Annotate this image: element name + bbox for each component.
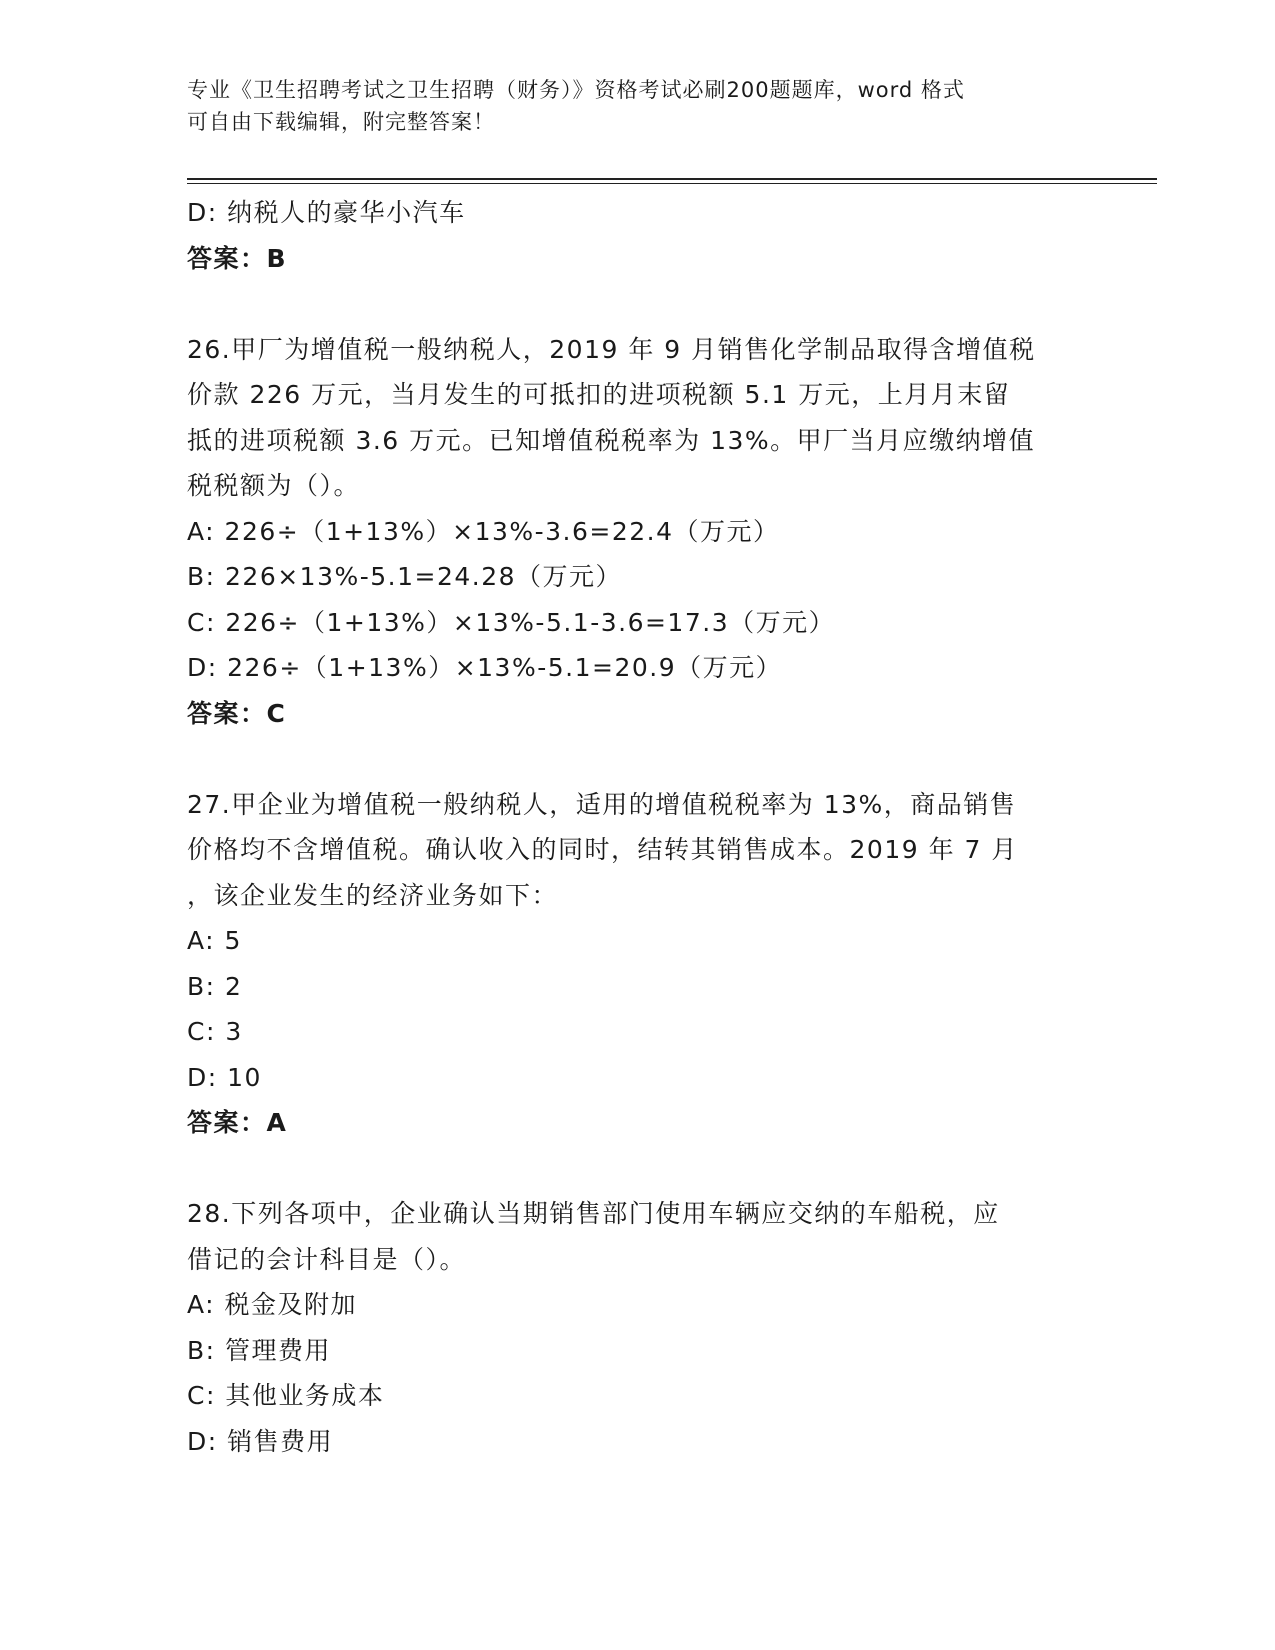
option-b: B: 管理费用 bbox=[187, 1335, 332, 1365]
option-a: A: 税金及附加 bbox=[187, 1290, 358, 1319]
option-c: C: 3 bbox=[187, 1017, 243, 1046]
option-c: C: 其他业务成本 bbox=[187, 1381, 385, 1410]
answer-line: 答案：C bbox=[187, 698, 287, 728]
option-a: A: 226÷（1+13%）×13%-3.6=22.4（万元） bbox=[187, 516, 780, 546]
option-c: C: 226÷（1+13%）×13%-5.1-3.6=17.3（万元） bbox=[187, 607, 836, 637]
spacer bbox=[187, 736, 1087, 782]
question-26 bbox=[187, 327, 1087, 737]
option-d: D: 10 bbox=[187, 1062, 262, 1092]
question-text: 26.甲厂为增值税一般纳税人，2019 年 9 月销售化学制品取得含增值税 价款 226 万元，当月发生的可抵扣的进项税额 5.1 万元，上月月末留 抵的进项税额 3.6 万元。已知增值税税率为 13%。甲厂当月应缴纳增值 税税额为（）。 bbox=[187, 334, 1036, 500]
document-header: 专业《卫生招聘考试之卫生招聘（财务）》资格考试必刷200题题库，word 格式 可自由下载编辑，附完整答案！ bbox=[187, 78, 965, 134]
question-27 bbox=[187, 782, 1087, 1146]
spacer bbox=[187, 281, 1087, 327]
header-rule-thin bbox=[187, 183, 1157, 184]
question-text: 27.甲企业为增值税一般纳税人，适用的增值税税率为 13%，商品销售 价格均不含增值税。确认收入的同时，结转其销售成本。2019 年 7 月 ，该企业发生的经济业务如下： bbox=[187, 789, 1018, 910]
previous-question-tail bbox=[187, 190, 1087, 281]
option-b: B: 226×13%-5.1=24.28（万元） bbox=[187, 562, 623, 591]
option-b: B: 2 bbox=[187, 971, 243, 1001]
option-d: D: 销售费用 bbox=[187, 1426, 334, 1456]
header-rule-thick bbox=[187, 178, 1157, 180]
document-body bbox=[187, 190, 1087, 1464]
question-text: 28.下列各项中，企业确认当期销售部门使用车辆应交纳的车船税，应 借记的会计科目是（）。 bbox=[187, 1199, 1000, 1274]
option-d: D: 纳税人的豪华小汽车 bbox=[187, 198, 466, 227]
option-a: A: 5 bbox=[187, 926, 242, 955]
option-d: D: 226÷（1+13%）×13%-5.1=20.9（万元） bbox=[187, 653, 783, 682]
answer-line: 答案：B bbox=[187, 243, 288, 273]
spacer bbox=[187, 1146, 1087, 1192]
question-28 bbox=[187, 1191, 1087, 1464]
answer-line: 答案：A bbox=[187, 1108, 288, 1137]
